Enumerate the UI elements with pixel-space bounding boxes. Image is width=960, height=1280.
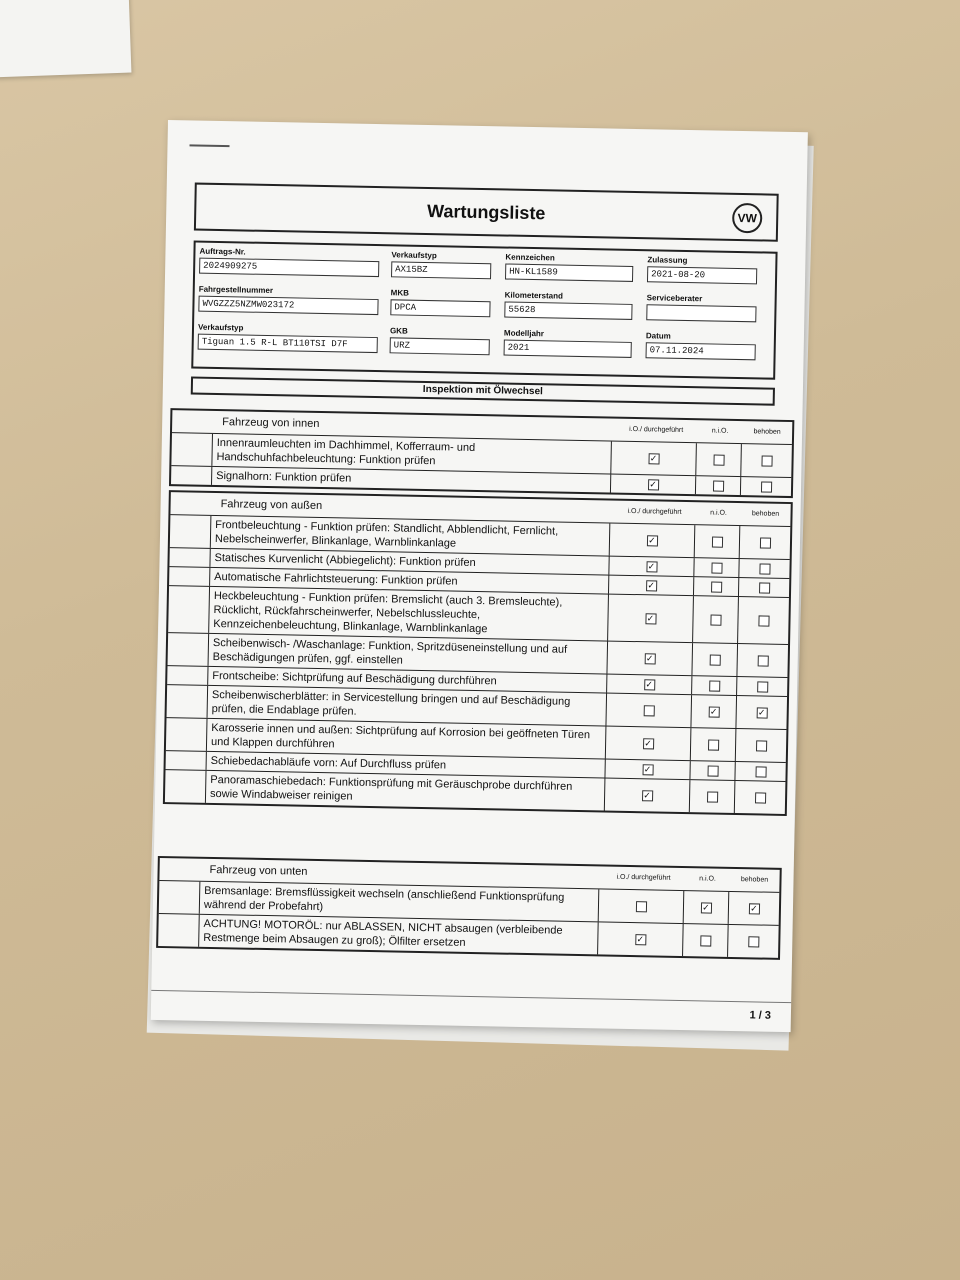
row-gutter	[165, 770, 207, 803]
cell-behoben	[738, 597, 789, 644]
cell-nio	[691, 695, 737, 728]
row-text: Bremsanlage: Bremsflüssigkeit wechseln (anschließend Funktionsprüfung während der Probefahrt)	[200, 882, 600, 922]
column-header-behoben: behoben	[740, 876, 769, 884]
cell-io	[607, 642, 693, 676]
checkbox-io[interactable]	[635, 901, 646, 912]
checkbox-nio[interactable]: ✓	[709, 706, 718, 717]
field-serviceberater: Serviceberater	[646, 293, 756, 322]
field-km: Kilometerstand 55628	[504, 290, 632, 319]
checkbox-nio[interactable]	[707, 765, 718, 776]
footer-divider	[151, 990, 791, 1003]
field-mkb: MKB DPCA	[390, 288, 490, 317]
cell-behoben	[739, 559, 789, 578]
checkbox-nio[interactable]	[712, 480, 723, 491]
checkbox-behoben[interactable]	[759, 563, 770, 574]
doc-title: Wartungsliste	[426, 200, 546, 223]
cell-nio	[695, 525, 741, 558]
row-text: Scheibenwischerblätter: in Servicestellung bringen und auf Beschädigung prüfen, die Endablage prüfen.	[208, 686, 608, 726]
cell-io	[610, 524, 696, 558]
page-number: 1 / 3	[749, 1009, 772, 1022]
cell-behoben	[728, 925, 779, 958]
checkbox-behoben[interactable]: ✓	[757, 706, 766, 718]
cell-io	[611, 475, 696, 495]
column-header-behoben: behoben	[751, 510, 780, 518]
cell-nio	[691, 728, 737, 761]
cell-io	[609, 576, 694, 596]
checkbox-behoben[interactable]	[755, 766, 766, 777]
column-header-behoben: behoben	[753, 428, 781, 436]
checkbox-behoben[interactable]	[748, 936, 759, 947]
row-text: Schiebedachabläufe vorn: Auf Durchfluss prüfen	[207, 752, 606, 778]
checkbox-io[interactable]: ✓	[649, 478, 657, 489]
cell-nio	[690, 780, 736, 813]
column-header-io: i.O./ durchgeführt	[616, 873, 671, 882]
cell-behoben	[737, 644, 788, 677]
cell-behoben	[737, 677, 787, 696]
row-gutter	[167, 685, 209, 718]
cell-nio	[696, 476, 741, 495]
field-fahrgestell: Fahrgestellnummer WVGZZZ5NZMW023172	[198, 285, 378, 315]
row-gutter	[168, 586, 210, 633]
field-gkb: GKB URZ	[390, 326, 490, 355]
checkbox-nio[interactable]	[711, 562, 722, 573]
section-title: Fahrzeug von unten	[209, 863, 308, 878]
row-gutter	[168, 633, 210, 666]
cell-io	[606, 727, 692, 761]
cell-nio	[684, 891, 730, 924]
row-text: ACHTUNG! MOTORÖL: nur ABLASSEN, NICHT absaugen (verbleibende Restmenge beim Absaugen zu groß); Ölfilter ersetzen	[199, 915, 599, 955]
cell-io	[607, 675, 692, 695]
row-text: Innenraumleuchten im Dachhimmel, Kofferraum- und Handschuhfachbeleuchtung: Funktion prüfen	[212, 434, 612, 474]
field-verkaufstyp-code: Verkaufstyp AX15BZ	[391, 250, 491, 279]
cell-nio	[693, 596, 739, 643]
row-gutter	[167, 666, 208, 685]
row-gutter	[169, 548, 210, 567]
row-gutter	[166, 718, 208, 751]
cell-nio	[692, 676, 737, 695]
checkbox-behoben[interactable]	[758, 615, 769, 626]
checkbox-behoben[interactable]	[757, 655, 768, 666]
cell-io	[609, 557, 694, 577]
cell-io	[605, 760, 690, 780]
cell-behoben	[735, 781, 786, 814]
field-zulassung: Zulassung 2021-08-20	[647, 255, 757, 284]
cell-behoben	[741, 477, 791, 496]
checkbox-behoben[interactable]: ✓	[750, 902, 758, 913]
row-text: Automatische Fahrlichtsteuerung: Funktion prüfen	[210, 568, 609, 594]
cell-behoben	[736, 729, 787, 762]
section-0	[169, 408, 794, 498]
checkbox-behoben[interactable]	[755, 740, 766, 751]
checkbox-nio[interactable]: ✓	[702, 901, 710, 913]
field-modelljahr: Modelljahr 2021	[504, 328, 632, 357]
title-box	[194, 183, 779, 242]
cell-nio	[692, 643, 738, 676]
checkbox-behoben[interactable]	[761, 455, 772, 466]
checkbox-io[interactable]: ✓	[643, 763, 652, 774]
checkbox-behoben[interactable]	[757, 681, 768, 692]
checkbox-nio[interactable]	[711, 536, 722, 547]
cell-io	[608, 595, 694, 643]
cell-io	[598, 922, 684, 956]
row-gutter	[170, 515, 212, 548]
row-text: Frontscheibe: Sichtprüfung auf Beschädigung durchführen	[208, 667, 607, 693]
row-text: Karosserie innen und außen: Sichtprüfung auf Korrosion bei geöffneten Türen und Klappen durchführen	[207, 719, 607, 759]
checkbox-nio[interactable]	[711, 581, 722, 592]
row-text: Frontbeleuchtung - Funktion prüfen: Standlicht, Abblendlicht, Fernlicht, Nebelscheinwerfer, Blinkanlage, Warnblinkanlage	[211, 516, 611, 556]
cell-io	[611, 442, 697, 476]
background-paper	[0, 0, 131, 77]
checkbox-nio[interactable]	[709, 680, 720, 691]
column-header-nio: n.i.O.	[711, 427, 729, 435]
checkbox-nio[interactable]	[700, 935, 711, 946]
row-gutter	[169, 567, 210, 586]
checkbox-io[interactable]: ✓	[647, 579, 656, 590]
row-gutter	[166, 751, 207, 770]
row-gutter	[171, 433, 213, 466]
checkbox-nio[interactable]	[710, 614, 721, 625]
checkbox-behoben[interactable]	[760, 481, 771, 492]
field-auftrag: Auftrags-Nr. 2024909275	[199, 247, 379, 277]
checkbox-io[interactable]: ✓	[643, 789, 651, 800]
checkbox-io[interactable]: ✓	[648, 534, 656, 545]
row-gutter	[171, 466, 212, 485]
checkbox-io[interactable]: ✓	[645, 678, 654, 689]
inspection-type: Inspektion mit Ölwechsel	[191, 376, 775, 405]
vw-logo-icon: VW	[732, 203, 763, 234]
column-header-nio: n.i.O.	[710, 509, 727, 517]
row-text: Statisches Kurvenlicht (Abbiegelicht): Funktion prüfen	[210, 549, 609, 575]
cell-io	[605, 779, 691, 813]
cell-behoben	[741, 444, 792, 477]
row-text: Heckbeleuchtung - Funktion prüfen: Bremslicht (auch 3. Bremsleuchte), Rücklicht, Rückfahrscheinwerfer, Nebelschlussleuchte, Kennzeichenbeleuchtung, Blinkanlage, Warnblinkanlage	[209, 587, 609, 641]
cell-nio	[690, 761, 735, 780]
checkbox-io[interactable]: ✓	[646, 612, 655, 623]
row-text: Scheibenwisch- /Waschanlage: Funktion, Spritzdüseneinstellung und auf Beschädigungen prüfen, ggf. einstellen	[209, 634, 609, 674]
cell-nio	[683, 924, 729, 957]
checkbox-io[interactable]: ✓	[636, 933, 645, 944]
section-2	[156, 856, 782, 960]
checkbox-behoben[interactable]	[759, 582, 770, 593]
checkbox-io[interactable]: ✓	[647, 560, 656, 571]
cell-nio	[696, 443, 742, 476]
cell-behoben	[739, 578, 789, 597]
checkbox-io[interactable]: ✓	[645, 652, 654, 663]
checkbox-behoben[interactable]	[759, 537, 770, 548]
checkbox-nio[interactable]	[707, 791, 718, 802]
checkbox-io[interactable]	[643, 705, 654, 716]
cell-nio	[694, 577, 739, 596]
field-kennzeichen: Kennzeichen HN-KL1589	[505, 253, 633, 282]
row-gutter	[158, 914, 200, 947]
maintenance-sheet	[151, 120, 808, 1032]
checkbox-io[interactable]: ✓	[649, 452, 658, 463]
column-header-io: i.O./ durchgeführt	[629, 425, 684, 434]
row-text: Signalhorn: Funktion prüfen	[212, 467, 611, 493]
section-1	[163, 490, 793, 816]
checkbox-nio[interactable]	[708, 739, 719, 750]
checkbox-behoben[interactable]	[754, 792, 765, 803]
row-gutter	[159, 881, 201, 914]
column-header-io: i.O./ durchgeführt	[627, 507, 682, 516]
checkbox-io[interactable]: ✓	[644, 737, 652, 748]
cell-io	[599, 889, 685, 923]
cell-behoben	[729, 892, 780, 925]
cell-behoben	[735, 762, 785, 781]
checkbox-nio[interactable]	[709, 654, 720, 665]
column-header-nio: n.i.O.	[699, 875, 716, 883]
cell-behoben	[740, 526, 791, 559]
vehicle-info	[191, 241, 777, 380]
section-title: Fahrzeug von außen	[220, 498, 323, 513]
field-verkaufstyp: Verkaufstyp Tiguan 1.5 R-L BT110TSI D7F	[198, 323, 378, 353]
punch-mark	[189, 144, 229, 147]
checkbox-nio[interactable]	[713, 454, 724, 465]
cell-nio	[694, 558, 739, 577]
cell-behoben	[736, 696, 787, 729]
row-text: Panoramaschiebedach: Funktionsprüfung mit Geräuschprobe durchführen sowie Windabweiser reinigen	[206, 771, 606, 811]
section-title: Fahrzeug von innen	[222, 416, 320, 430]
field-datum: Datum 07.11.2024	[646, 331, 756, 360]
cell-io	[606, 694, 692, 728]
